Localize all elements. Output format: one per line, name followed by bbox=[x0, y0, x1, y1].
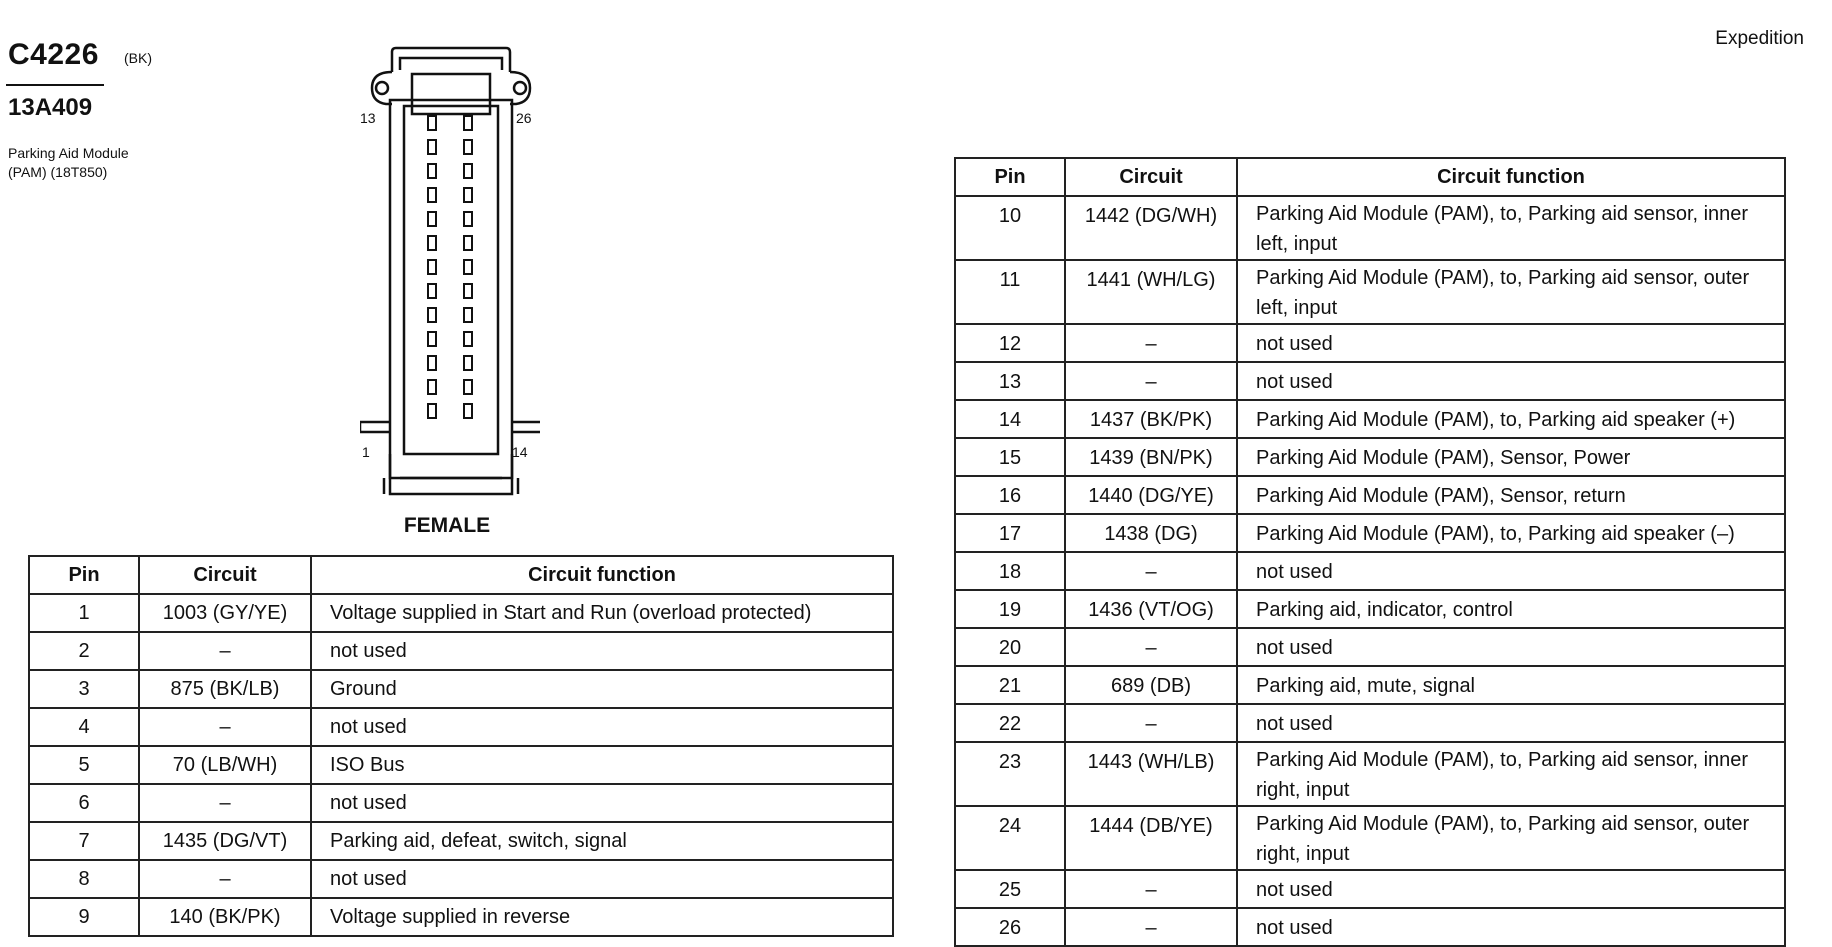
pinout-table-right bbox=[954, 157, 1786, 947]
table-row bbox=[955, 590, 1785, 628]
pin-cell: 23 bbox=[955, 742, 1065, 806]
circuit-cell: 689 (DB) bbox=[1065, 666, 1237, 704]
header-circuit-function: Circuit function bbox=[1237, 158, 1785, 196]
header-circuit-function: Circuit function bbox=[311, 556, 893, 594]
connector-color: (BK) bbox=[124, 50, 152, 66]
table-row bbox=[955, 362, 1785, 400]
function-cell: not used bbox=[1237, 704, 1785, 742]
gender-label: FEMALE bbox=[403, 514, 491, 537]
pin-cell: 12 bbox=[955, 324, 1065, 362]
circuit-cell: 1437 (BK/PK) bbox=[1065, 400, 1237, 438]
pin-cell: 8 bbox=[29, 860, 139, 898]
pin-cell: 25 bbox=[955, 870, 1065, 908]
pin-cell: 24 bbox=[955, 806, 1065, 870]
table-row bbox=[955, 908, 1785, 946]
pin-cell: 4 bbox=[29, 708, 139, 746]
description-line-1: Parking Aid Module bbox=[8, 145, 129, 161]
function-cell: Parking Aid Module (PAM), to, Parking aid sensor, inner left, input bbox=[1237, 196, 1785, 260]
circuit-cell: 1436 (VT/OG) bbox=[1065, 590, 1237, 628]
pin-cell: 16 bbox=[955, 476, 1065, 514]
table-row bbox=[29, 822, 893, 860]
circuit-cell: – bbox=[1065, 704, 1237, 742]
table-row bbox=[29, 746, 893, 784]
header-circuit: Circuit bbox=[139, 556, 311, 594]
circuit-cell: 1435 (DG/VT) bbox=[139, 822, 311, 860]
table-row bbox=[955, 476, 1785, 514]
circuit-cell: – bbox=[139, 784, 311, 822]
pin-cell: 21 bbox=[955, 666, 1065, 704]
circuit-cell: 1443 (WH/LB) bbox=[1065, 742, 1237, 806]
circuit-cell: – bbox=[1065, 870, 1237, 908]
table-row bbox=[955, 438, 1785, 476]
pin-cell: 20 bbox=[955, 628, 1065, 666]
function-cell: not used bbox=[1237, 628, 1785, 666]
function-cell: Parking Aid Module (PAM), to, Parking aid sensor, inner right, input bbox=[1237, 742, 1785, 806]
pin-cell: 22 bbox=[955, 704, 1065, 742]
function-cell: Ground bbox=[311, 670, 893, 708]
table-row bbox=[955, 196, 1785, 260]
pin-cell: 11 bbox=[955, 260, 1065, 324]
function-cell: not used bbox=[311, 784, 893, 822]
table-row bbox=[29, 594, 893, 632]
pin-cell: 26 bbox=[955, 908, 1065, 946]
circuit-cell: – bbox=[1065, 628, 1237, 666]
circuit-cell: 140 (BK/PK) bbox=[139, 898, 311, 936]
circuit-cell: – bbox=[1065, 362, 1237, 400]
pin-cell: 14 bbox=[955, 400, 1065, 438]
table-row bbox=[29, 670, 893, 708]
table-row bbox=[29, 898, 893, 936]
circuit-cell: 1441 (WH/LG) bbox=[1065, 260, 1237, 324]
circuit-cell: 1003 (GY/YE) bbox=[139, 594, 311, 632]
part-number: 13A409 bbox=[8, 94, 93, 121]
pin-cell: 9 bbox=[29, 898, 139, 936]
function-cell: not used bbox=[1237, 870, 1785, 908]
component-description bbox=[8, 144, 208, 182]
header-pin: Pin bbox=[955, 158, 1065, 196]
circuit-cell: – bbox=[139, 860, 311, 898]
table-row bbox=[955, 552, 1785, 590]
circuit-cell: 1440 (DG/YE) bbox=[1065, 476, 1237, 514]
function-cell: Parking Aid Module (PAM), to, Parking aid speaker (–) bbox=[1237, 514, 1785, 552]
pin-label-13: 13 bbox=[360, 110, 376, 126]
pin-label-14: 14 bbox=[512, 444, 528, 460]
circuit-cell: 1442 (DG/WH) bbox=[1065, 196, 1237, 260]
function-cell: not used bbox=[1237, 362, 1785, 400]
circuit-cell: – bbox=[139, 708, 311, 746]
table-row bbox=[955, 260, 1785, 324]
function-cell: Parking aid, defeat, switch, signal bbox=[311, 822, 893, 860]
pin-cell: 2 bbox=[29, 632, 139, 670]
table-row bbox=[29, 708, 893, 746]
circuit-cell: 1438 (DG) bbox=[1065, 514, 1237, 552]
header-circuit: Circuit bbox=[1065, 158, 1237, 196]
table-row bbox=[29, 860, 893, 898]
table-row bbox=[29, 632, 893, 670]
pin-cell: 17 bbox=[955, 514, 1065, 552]
table-row bbox=[955, 628, 1785, 666]
function-cell: Parking Aid Module (PAM), to, Parking aid sensor, outer left, input bbox=[1237, 260, 1785, 324]
function-cell: Parking Aid Module (PAM), Sensor, return bbox=[1237, 476, 1785, 514]
table-row bbox=[955, 704, 1785, 742]
table-row bbox=[955, 324, 1785, 362]
function-cell: not used bbox=[311, 860, 893, 898]
circuit-cell: – bbox=[139, 632, 311, 670]
circuit-cell: 1444 (DB/YE) bbox=[1065, 806, 1237, 870]
table-row bbox=[955, 514, 1785, 552]
circuit-cell: 70 (LB/WH) bbox=[139, 746, 311, 784]
circuit-cell: – bbox=[1065, 908, 1237, 946]
table-row bbox=[955, 400, 1785, 438]
pin-cell: 5 bbox=[29, 746, 139, 784]
vehicle-label: Expedition bbox=[1715, 28, 1804, 49]
function-cell: Parking aid, indicator, control bbox=[1237, 590, 1785, 628]
function-cell: not used bbox=[311, 708, 893, 746]
function-cell: Voltage supplied in reverse bbox=[311, 898, 893, 936]
header-pin: Pin bbox=[29, 556, 139, 594]
function-cell: Parking Aid Module (PAM), to, Parking aid sensor, outer right, input bbox=[1237, 806, 1785, 870]
table-header-row bbox=[955, 158, 1785, 196]
pinout-table-left bbox=[28, 555, 894, 937]
pin-cell: 1 bbox=[29, 594, 139, 632]
pin-cell: 18 bbox=[955, 552, 1065, 590]
pin-label-26: 26 bbox=[516, 110, 532, 126]
circuit-cell: 1439 (BN/PK) bbox=[1065, 438, 1237, 476]
circuit-cell: – bbox=[1065, 324, 1237, 362]
function-cell: ISO Bus bbox=[311, 746, 893, 784]
table-row bbox=[955, 870, 1785, 908]
pin-label-1: 1 bbox=[362, 444, 370, 460]
table-row bbox=[955, 806, 1785, 870]
table-row bbox=[955, 666, 1785, 704]
pin-cell: 7 bbox=[29, 822, 139, 860]
function-cell: not used bbox=[311, 632, 893, 670]
circuit-cell: – bbox=[1065, 552, 1237, 590]
pin-cell: 3 bbox=[29, 670, 139, 708]
connector-face-diagram bbox=[360, 44, 540, 504]
table-row bbox=[29, 784, 893, 822]
circuit-cell: 875 (BK/LB) bbox=[139, 670, 311, 708]
title-underline bbox=[6, 84, 104, 86]
pin-cell: 19 bbox=[955, 590, 1065, 628]
function-cell: Parking Aid Module (PAM), Sensor, Power bbox=[1237, 438, 1785, 476]
description-line-2: (PAM) (18T850) bbox=[8, 164, 108, 180]
table-header-row bbox=[29, 556, 893, 594]
pin-cavities bbox=[428, 116, 472, 418]
function-cell: Parking aid, mute, signal bbox=[1237, 666, 1785, 704]
connector-id: C4226 bbox=[8, 38, 99, 71]
function-cell: Voltage supplied in Start and Run (overload protected) bbox=[311, 594, 893, 632]
function-cell: not used bbox=[1237, 324, 1785, 362]
pin-cell: 15 bbox=[955, 438, 1065, 476]
pin-cell: 13 bbox=[955, 362, 1065, 400]
pin-cell: 10 bbox=[955, 196, 1065, 260]
function-cell: not used bbox=[1237, 908, 1785, 946]
function-cell: Parking Aid Module (PAM), to, Parking aid speaker (+) bbox=[1237, 400, 1785, 438]
pin-cell: 6 bbox=[29, 784, 139, 822]
table-row bbox=[955, 742, 1785, 806]
function-cell: not used bbox=[1237, 552, 1785, 590]
